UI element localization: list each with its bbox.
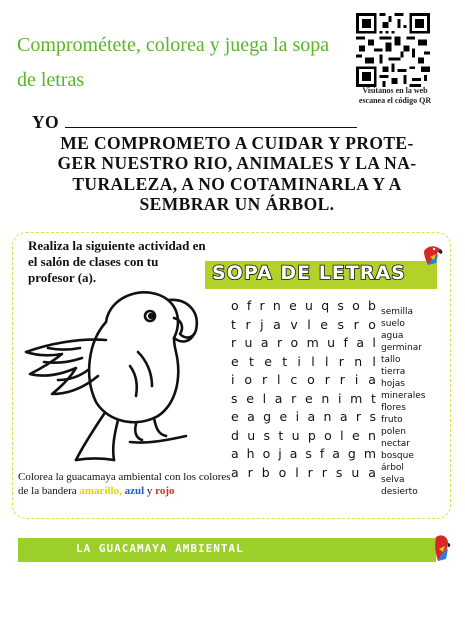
grid-cell[interactable]: n	[321, 390, 330, 406]
grid-row	[231, 445, 376, 464]
word-list-item: minerales	[381, 391, 426, 401]
grid-cell[interactable]: r	[276, 335, 283, 350]
grid-cell[interactable]: q	[321, 298, 330, 313]
word-list-item: tallo	[381, 355, 401, 365]
word-list-item: hojas	[381, 379, 405, 389]
grid-cell[interactable]: r	[291, 390, 297, 406]
grid-cell[interactable]: o	[290, 335, 299, 350]
grid-cell[interactable]: o	[278, 464, 287, 480]
grid-cell[interactable]: e	[304, 390, 313, 406]
word-list-item: germinar	[381, 343, 422, 353]
grid-row	[231, 353, 376, 372]
grid-cell[interactable]: a	[274, 390, 283, 406]
grid-cell[interactable]: l	[262, 390, 267, 406]
grid-cell[interactable]: l	[295, 464, 299, 480]
word-list-item: tierra	[381, 367, 406, 377]
grid-cell[interactable]: i	[295, 409, 300, 424]
word-list-item: suelo	[381, 319, 405, 329]
qr-caption	[340, 86, 450, 106]
grid-cell[interactable]: u	[351, 464, 360, 480]
grid-row	[231, 371, 376, 390]
word-list-item: polen	[381, 427, 406, 437]
color-conjunction: y	[146, 485, 153, 497]
grid-cell[interactable]: r	[259, 298, 265, 313]
grid-cell[interactable]: b	[368, 298, 376, 313]
qr-caption-line1: Visítanos en la web	[362, 86, 428, 95]
grid-cell[interactable]: i	[231, 372, 235, 387]
grid-cell[interactable]: o	[231, 298, 239, 313]
grid-cell[interactable]: o	[368, 316, 376, 332]
grid-cell[interactable]: u	[305, 298, 313, 313]
pledge-yo: YO	[32, 112, 60, 132]
grid-cell[interactable]: u	[291, 427, 300, 443]
grid-cell[interactable]: l	[324, 353, 329, 369]
grid-cell[interactable]: t	[278, 427, 284, 443]
coloring-text: Colorea la guacamaya ambiental con los colores de la bandera	[18, 471, 231, 497]
word-list	[381, 306, 441, 498]
grid-cell[interactable]: o	[262, 446, 271, 461]
grid-row	[231, 334, 376, 353]
grid-cell[interactable]: u	[327, 335, 336, 350]
grid-cell[interactable]: e	[264, 353, 272, 369]
grid-row	[231, 408, 376, 427]
pledge-text	[32, 112, 442, 215]
footer-title: LA GUACAMAYA AMBIENTAL	[76, 542, 244, 555]
grid-cell[interactable]: n	[323, 409, 332, 424]
grid-cell[interactable]: a	[231, 446, 239, 461]
grid-cell[interactable]: e	[351, 427, 360, 443]
grid-cell[interactable]: r	[324, 372, 330, 387]
word-list-item: bosque	[381, 451, 414, 461]
page-title: Comprométete, colorea y juega la sopa de letras	[17, 34, 330, 91]
grid-cell[interactable]: m	[350, 390, 363, 406]
grid-cell[interactable]: e	[279, 409, 288, 424]
grid-cell[interactable]: t	[371, 390, 376, 406]
word-list-item: desierto	[381, 487, 418, 497]
grid-row	[231, 316, 376, 335]
grid-cell[interactable]: l	[372, 353, 376, 369]
grid-cell[interactable]: s	[337, 316, 345, 332]
grid-cell[interactable]: r	[355, 409, 362, 424]
grid-cell[interactable]: a	[332, 446, 340, 461]
pledge-line-3: GER NUESTRO RIO, ANIMALES Y LA NA-	[57, 153, 417, 173]
pledge-line-2: ME COMPROMETO A CUIDAR Y PROTE-	[60, 132, 414, 153]
grid-cell[interactable]: l	[372, 335, 376, 350]
grid-cell[interactable]: t	[231, 316, 236, 332]
pledge-line-1	[32, 112, 442, 133]
name-blank-line[interactable]	[65, 113, 357, 128]
grid-cell[interactable]: l	[311, 353, 315, 369]
macaw-icon	[420, 243, 444, 269]
color-rojo: rojo	[155, 485, 175, 497]
grid-cell[interactable]: a	[307, 409, 316, 424]
grid-row	[231, 297, 376, 316]
grid-cell[interactable]: u	[244, 335, 253, 350]
grid-cell[interactable]: a	[273, 316, 281, 332]
grid-cell[interactable]: f	[343, 335, 348, 350]
grid-cell[interactable]: i	[297, 353, 301, 369]
qr-caption-line2: escanea el código QR	[358, 96, 432, 105]
grid-row	[231, 464, 376, 483]
grid-cell[interactable]: m	[306, 335, 319, 350]
grid-cell[interactable]: o	[244, 372, 253, 387]
grid-cell[interactable]: a	[247, 409, 255, 424]
grid-cell[interactable]: f	[246, 298, 252, 313]
grid-cell[interactable]: s	[231, 390, 238, 406]
grid-cell[interactable]: s	[369, 409, 376, 424]
pledge-line-5: SEMBRAR UN ÁRBOL.	[139, 194, 335, 214]
color-amarillo: amarillo,	[79, 485, 122, 497]
grid-cell[interactable]: v	[290, 316, 298, 332]
grid-cell[interactable]: f	[319, 446, 325, 461]
grid-cell[interactable]: b	[261, 464, 270, 480]
word-list-item: fruto	[381, 415, 403, 425]
grid-cell[interactable]: a	[368, 464, 376, 480]
grid-cell[interactable]: n	[367, 427, 376, 443]
grid-cell[interactable]: s	[335, 464, 343, 480]
grid-cell[interactable]: g	[347, 446, 356, 461]
grid-cell[interactable]: o	[352, 298, 360, 313]
grid-cell[interactable]: g	[263, 409, 272, 424]
pledge-line-4: TURALEZA, A NO COTAMINARLA Y A	[72, 173, 402, 194]
grid-cell[interactable]: s	[305, 446, 312, 461]
word-list-item: semilla	[381, 307, 414, 317]
grid-cell[interactable]: u	[247, 427, 256, 443]
grid-cell[interactable]: e	[246, 390, 254, 406]
grid-cell[interactable]: o	[307, 372, 315, 387]
grid-cell[interactable]: t	[282, 353, 288, 369]
color-azul: azul	[124, 485, 145, 497]
word-list-item: flores	[381, 403, 406, 413]
grid-cell[interactable]: i	[354, 372, 359, 387]
word-list-item: nectar	[381, 439, 410, 449]
grid-cell[interactable]: r	[247, 464, 253, 480]
grid-cell[interactable]: t	[249, 353, 254, 369]
grid-cell[interactable]: o	[324, 427, 332, 443]
grid-cell[interactable]: r	[231, 335, 237, 350]
grid-cell[interactable]: m	[363, 446, 376, 461]
coloring-instructions	[18, 470, 236, 498]
grid-cell[interactable]: j	[260, 316, 264, 332]
parrot-drawing[interactable]	[18, 282, 216, 462]
grid-cell[interactable]: e	[289, 298, 297, 313]
macaw-icon	[430, 533, 452, 563]
grid-cell[interactable]: a	[231, 464, 239, 480]
word-list-item: árbol	[381, 463, 404, 473]
word-list-item: selva	[381, 475, 405, 485]
grid-cell[interactable]: r	[353, 316, 359, 332]
grid-cell[interactable]: j	[278, 446, 282, 461]
grid-cell[interactable]: i	[337, 390, 342, 406]
grid-cell[interactable]: n	[354, 353, 363, 369]
grid-cell[interactable]: l	[340, 427, 344, 443]
grid-cell[interactable]: s	[263, 427, 271, 443]
grid-cell[interactable]: e	[231, 409, 239, 424]
grid-cell[interactable]: l	[307, 316, 311, 332]
grid-cell[interactable]: e	[320, 316, 328, 332]
grid-cell[interactable]: l	[277, 372, 281, 387]
grid-cell[interactable]: r	[321, 464, 327, 480]
grid-row	[231, 390, 376, 409]
grid-cell[interactable]: r	[307, 464, 313, 480]
qr-code-icon[interactable]	[356, 13, 430, 87]
grid-cell[interactable]: c	[290, 372, 298, 387]
grid-cell[interactable]: e	[231, 353, 239, 369]
word-search-grid[interactable]	[231, 297, 376, 482]
grid-cell[interactable]: r	[261, 372, 268, 387]
grid-cell[interactable]: r	[338, 353, 344, 369]
grid-row	[231, 427, 376, 446]
word-list-item: agua	[381, 331, 404, 341]
grid-cell[interactable]: a	[289, 446, 298, 461]
activity-instructions: Realiza la siguiente actividad en el salón de clases con tu profesor (a).	[28, 238, 206, 285]
grid-cell[interactable]: s	[337, 298, 344, 313]
grid-cell[interactable]: p	[307, 427, 316, 443]
grid-cell[interactable]: h	[246, 446, 255, 461]
grid-cell[interactable]: d	[231, 427, 239, 443]
grid-cell[interactable]: a	[368, 372, 376, 387]
grid-cell[interactable]: a	[356, 335, 364, 350]
grid-cell[interactable]: r	[339, 372, 345, 387]
grid-cell[interactable]: a	[260, 335, 269, 350]
grid-cell[interactable]: r	[245, 316, 251, 332]
sopa-title: SOPA DE LETRAS	[212, 262, 406, 284]
grid-cell[interactable]: a	[339, 409, 348, 424]
grid-cell[interactable]: n	[272, 298, 281, 313]
